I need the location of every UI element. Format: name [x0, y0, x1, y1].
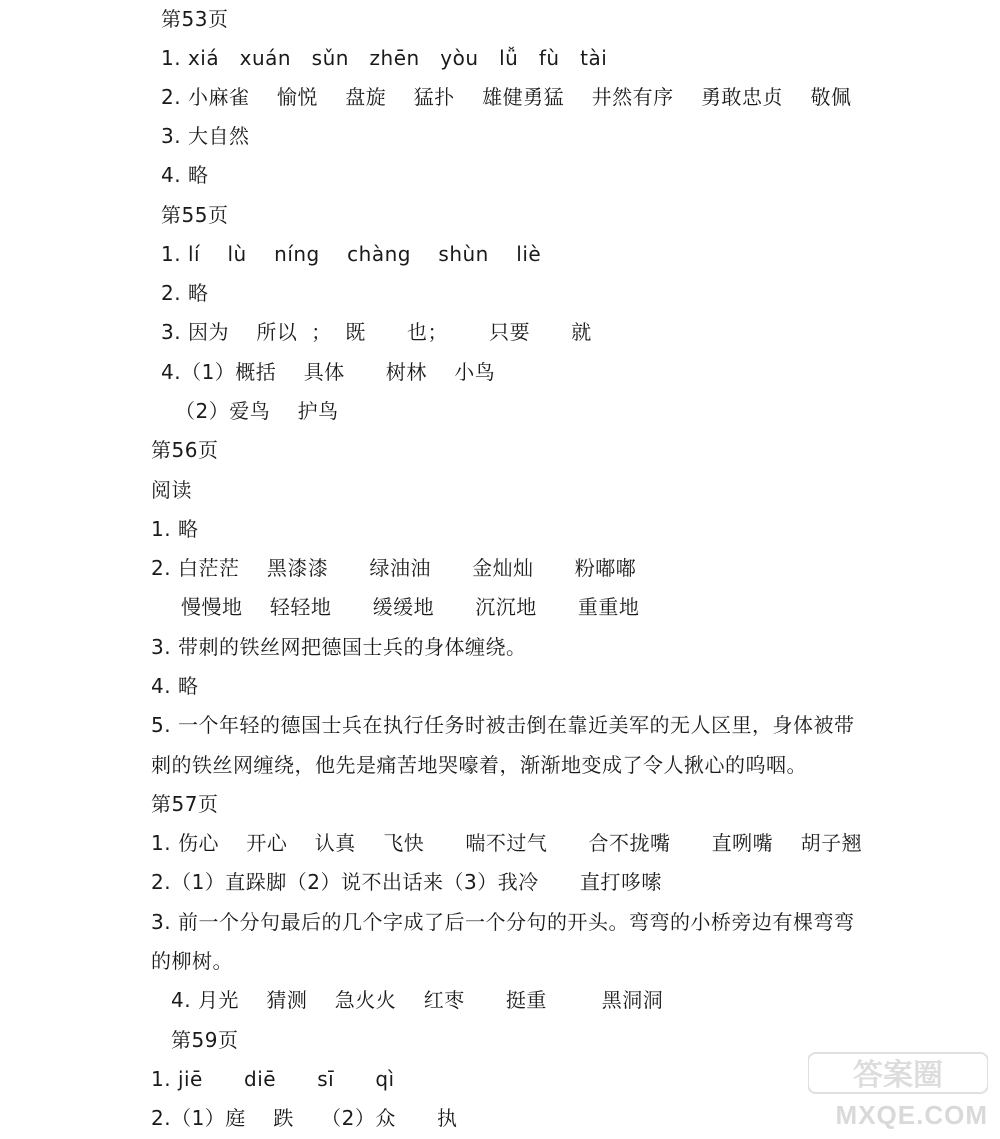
answer-line: 1. xiá xuán sǔn zhēn yòu lǚ fù tài	[161, 46, 608, 70]
answer-line: 刺的铁丝网缠绕，他先是痛苦地哭嚎着，渐渐地变成了令人揪心的呜咽。	[151, 753, 807, 777]
answer-line: 的柳树。	[151, 949, 233, 973]
answer-line: 3. 前一个分句最后的几个字成了后一个分句的开头。弯弯的小桥旁边有棵弯弯	[151, 910, 855, 934]
svg-text:答案圈: 答案圈	[853, 1058, 943, 1093]
answer-line: 3. 大自然	[161, 124, 250, 148]
answer-line: 4. 略	[161, 163, 209, 187]
section-label-reading: 阅读	[151, 478, 192, 502]
watermark-logo	[808, 1047, 988, 1099]
answer-line: 4.（1）概括 具体 树林 小鸟	[161, 360, 496, 384]
answer-line: 2.（1）庭 跌 （2）众 执	[151, 1106, 458, 1130]
page-heading-59: 第59页	[171, 1028, 239, 1052]
page-heading-55: 第55页	[161, 203, 229, 227]
answer-line: （2）爱鸟 护鸟	[175, 399, 339, 423]
answer-line: 1. 略	[151, 517, 199, 541]
answer-line: 2. 略	[161, 281, 209, 305]
answer-line: 4. 略	[151, 674, 199, 698]
answer-line: 4. 月光 猜测 急火火 红枣 挺重 黑洞洞	[171, 988, 664, 1012]
watermark-url: MXQE.COM	[835, 1100, 988, 1130]
page-heading-53: 第53页	[161, 7, 229, 31]
page-heading-56: 第56页	[151, 438, 219, 462]
answer-line: 2. 白茫茫 黑漆漆 绿油油 金灿灿 粉嘟嘟	[151, 556, 637, 580]
answer-line: 3. 因为 所以 ； 既 也； 只要 就	[161, 320, 592, 344]
answer-line: 2.（1）直跺脚（2）说不出话来（3）我冷 直打哆嗦	[151, 870, 662, 894]
answer-line: 1. jiē diē sī qì	[151, 1067, 395, 1091]
answer-line: 3. 带刺的铁丝网把德国士兵的身体缠绕。	[151, 635, 527, 659]
answer-line: 慢慢地 轻轻地 缓缓地 沉沉地 重重地	[181, 595, 640, 619]
answer-line: 1. lí lù níng chàng shùn liè	[161, 242, 542, 266]
answer-line: 5. 一个年轻的德国士兵在执行任务时被击倒在靠近美军的无人区里，身体被带	[151, 713, 855, 737]
page-heading-57: 第57页	[151, 792, 219, 816]
watermark	[808, 1047, 988, 1131]
answer-line: 1. 伤心 开心 认真 飞快 喘不过气 合不拢嘴 直咧嘴 胡子翘	[151, 831, 863, 855]
answer-line: 2. 小麻雀 愉悦 盘旋 猛扑 雄健勇猛 井然有序 勇敢忠贞 敬佩	[161, 85, 852, 109]
